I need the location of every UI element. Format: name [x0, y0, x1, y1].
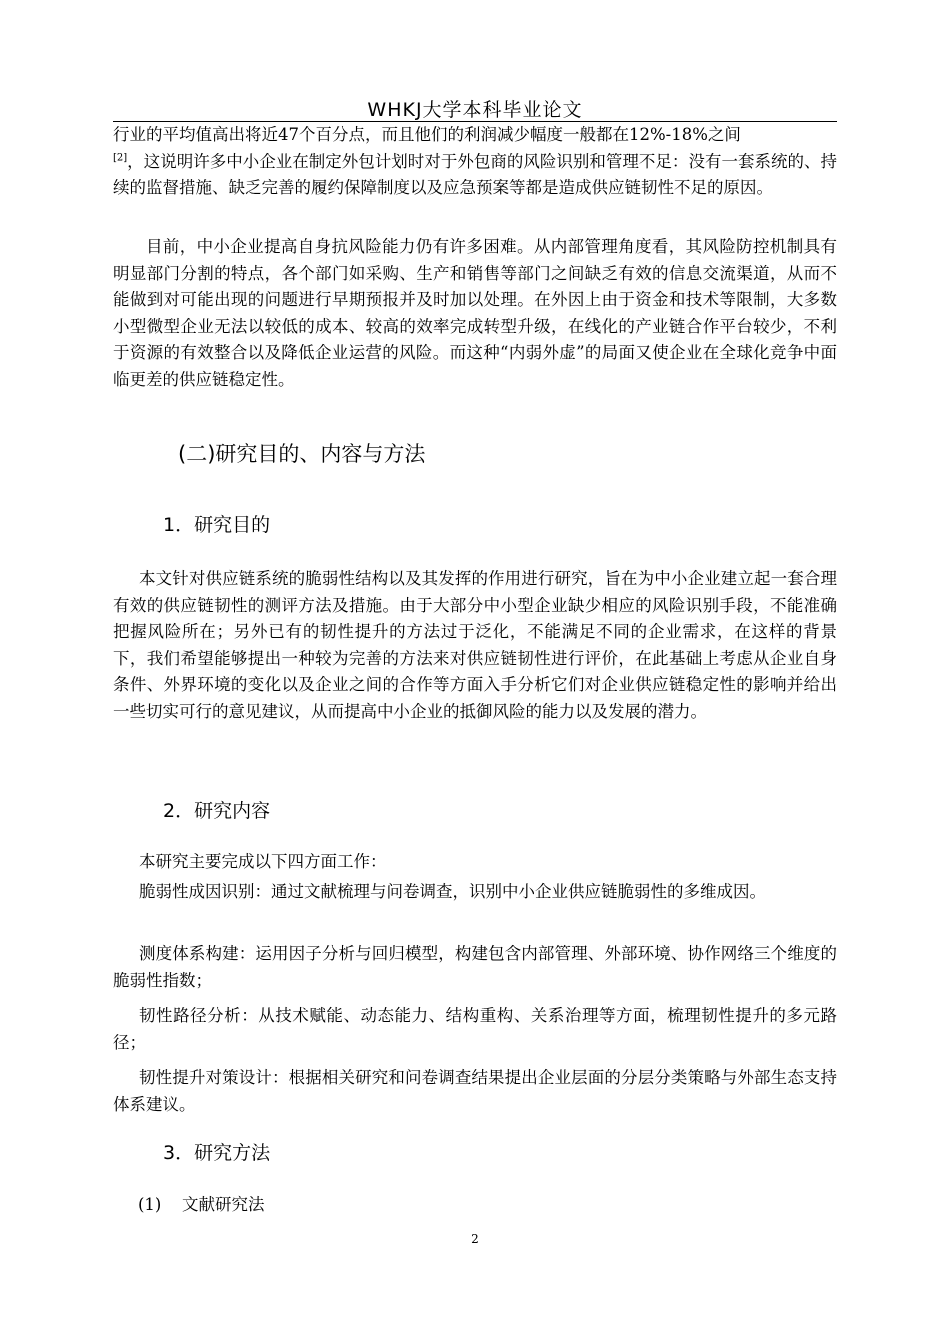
method-item-number: (1)	[138, 1195, 162, 1214]
paragraph-research-purpose: 本文针对供应链系统的脆弱性结构以及其发挥的作用进行研究，旨在为中小企业建立起一套合理有效的供应链韧性的测评方法及措施。由于大部分中小型企业缺少相应的风险识别手段，不能准确把握风险所在；另外已有的韧性提升的方法过于泛化，不能满足不同的企业需求，在这样的背景下，我们希望能够提出一种较为完善的方法来对供应链韧性进行评价，在此基础上考虑从企业自身条件、外界环境的变化以及企业之间的合作等方面入手分析它们对企业供应链稳定性的影响并给出一些切实可行的意见建议，从而提高中小企业的抵御风险的能力以及发展的潜力。	[113, 569, 837, 721]
subheading-research-purpose: 1．研究目的	[163, 514, 271, 536]
section-heading: (二)研究目的、内容与方法	[178, 442, 426, 466]
paragraph-1-main: 行业的平均值高出将近47个百分点，而且他们的利润减少幅度一般都在12%-18%之间	[113, 125, 741, 144]
paragraph-content-item-4: 韧性提升对策设计：根据相关研究和问卷调查结果提出企业层面的分层分类策略与外部生态支持体系建议。	[113, 1068, 837, 1114]
page-number: 2	[471, 1232, 479, 1246]
paragraph-content-item-1: 脆弱性成因识别：通过文献梳理与问卷调查，识别中小企业供应链脆弱性的多维成因。	[139, 882, 766, 901]
citation-marker: [2]	[113, 152, 128, 163]
page-header-title: WHKJ大学本科毕业论文	[367, 99, 583, 121]
paragraph-content-item-3: 韧性路径分析：从技术赋能、动态能力、结构重构、关系治理等方面，梳理韧性提升的多元路径；	[113, 1006, 837, 1052]
paragraph-content-intro: 本研究主要完成以下四方面工作：	[139, 852, 387, 871]
paragraph-content-item-2: 测度体系构建：运用因子分析与回归模型，构建包含内部管理、外部环境、协作网络三个维度的脆弱性指数；	[113, 944, 837, 990]
paragraph-2: 目前，中小企业提高自身抗风险能力仍有许多困难。从内部管理角度看，其风险防控机制具有明显部门分割的特点，各个部门如采购、生产和销售等部门之间缺乏有效的信息交流渠道，从而不能做到对可能出现的问题进行早期预报并及时加以处理。在外因上由于资金和技术等限制，大多数小型微型企业无法以较低的成本、较高的效率完成转型升级，在线化的产业链合作平台较少，不利于资源的有效整合以及降低企业运营的风险。而这种“内弱外虚”的局面又使企业在全球化竞争中面临更差的供应链稳定性。	[113, 237, 837, 389]
paragraph-1	[113, 122, 837, 202]
subheading-research-method: 3．研究方法	[163, 1142, 271, 1164]
paragraph-1-rest: ，这说明许多中小企业在制定外包计划时对于外包商的风险识别和管理不足：没有一套系统的、持续的监督措施、缺乏完善的履约保障制度以及应急预案等都是造成供应链韧性不足的原因。	[113, 151, 837, 197]
subheading-research-content: 2．研究内容	[163, 800, 271, 822]
method-item-label: 文献研究法	[182, 1195, 265, 1214]
